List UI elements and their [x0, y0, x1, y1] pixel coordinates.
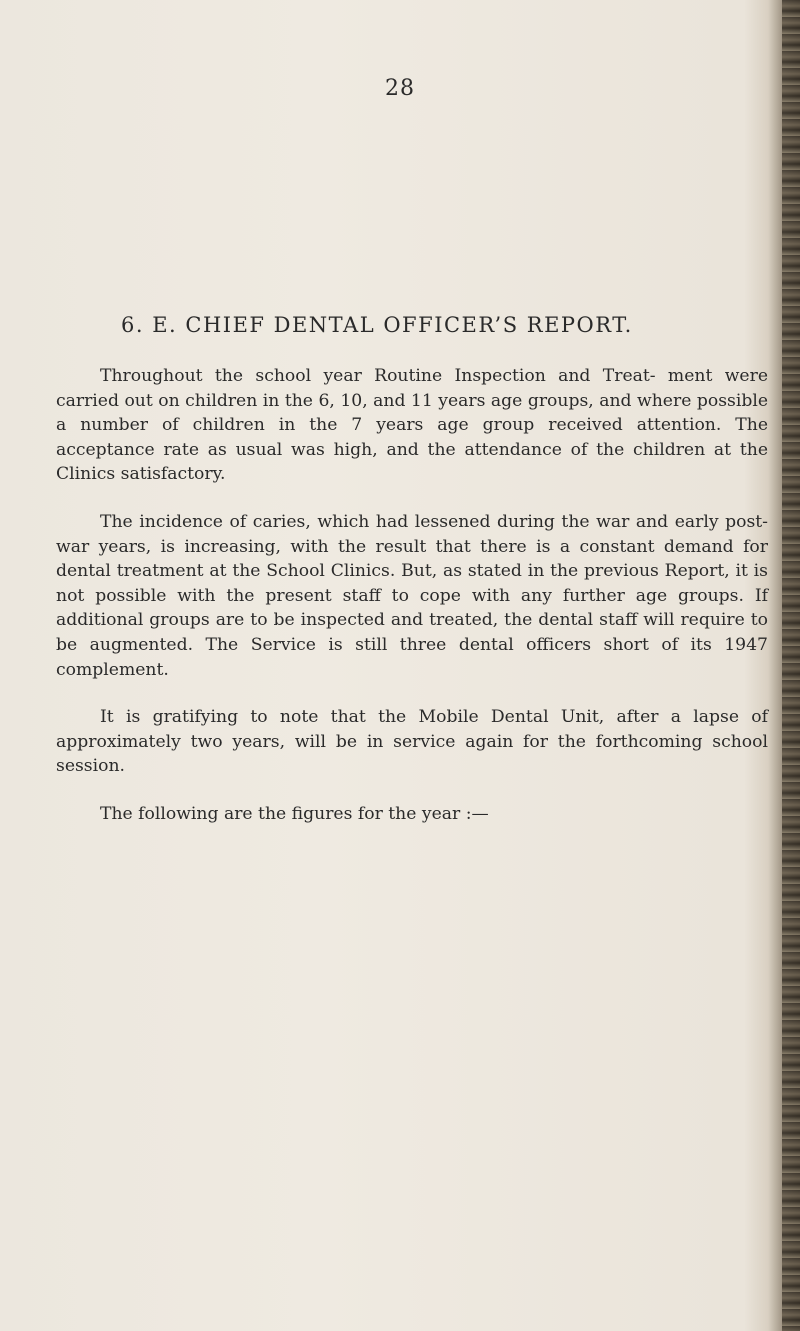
- paragraph-routine-inspection: Throughout the school year Routine Inspection and Treat- ment were carried out on children in the 6, 10, and 11 years age groups, and where possible a number of children in the 7 years age group received attention. The acceptance rate as usual was high, and the attendance of the children at the Clinics satisfactory.: [56, 366, 768, 485]
- paragraph-caries-incidence: The incidence of caries, which had lessened during the war and early post-war years, is increasing, with the result that there is a constant demand for dental treatment at the School Clinics. But, as stated in the previous Report, it is not possible with the present staff to cope with any further age groups. If additional groups are to be inspected and treated, the dental staff will require to be augmented. The Service is still three dental officers short of its 1947 complement.: [56, 511, 768, 680]
- paragraph-mobile-unit: It is gratifying to note that the Mobile Dental Unit, after a lapse of approximately two years, will be in service again for the forthcoming school session.: [56, 707, 768, 777]
- page-number: 28: [385, 76, 415, 101]
- paragraph-figures-intro: The following are the figures for the year :—: [100, 803, 489, 824]
- book-edge: [782, 0, 800, 1331]
- section-title: 6. E. CHIEF DENTAL OFFICER’S REPORT.: [121, 313, 633, 337]
- report-body: [56, 364, 768, 850]
